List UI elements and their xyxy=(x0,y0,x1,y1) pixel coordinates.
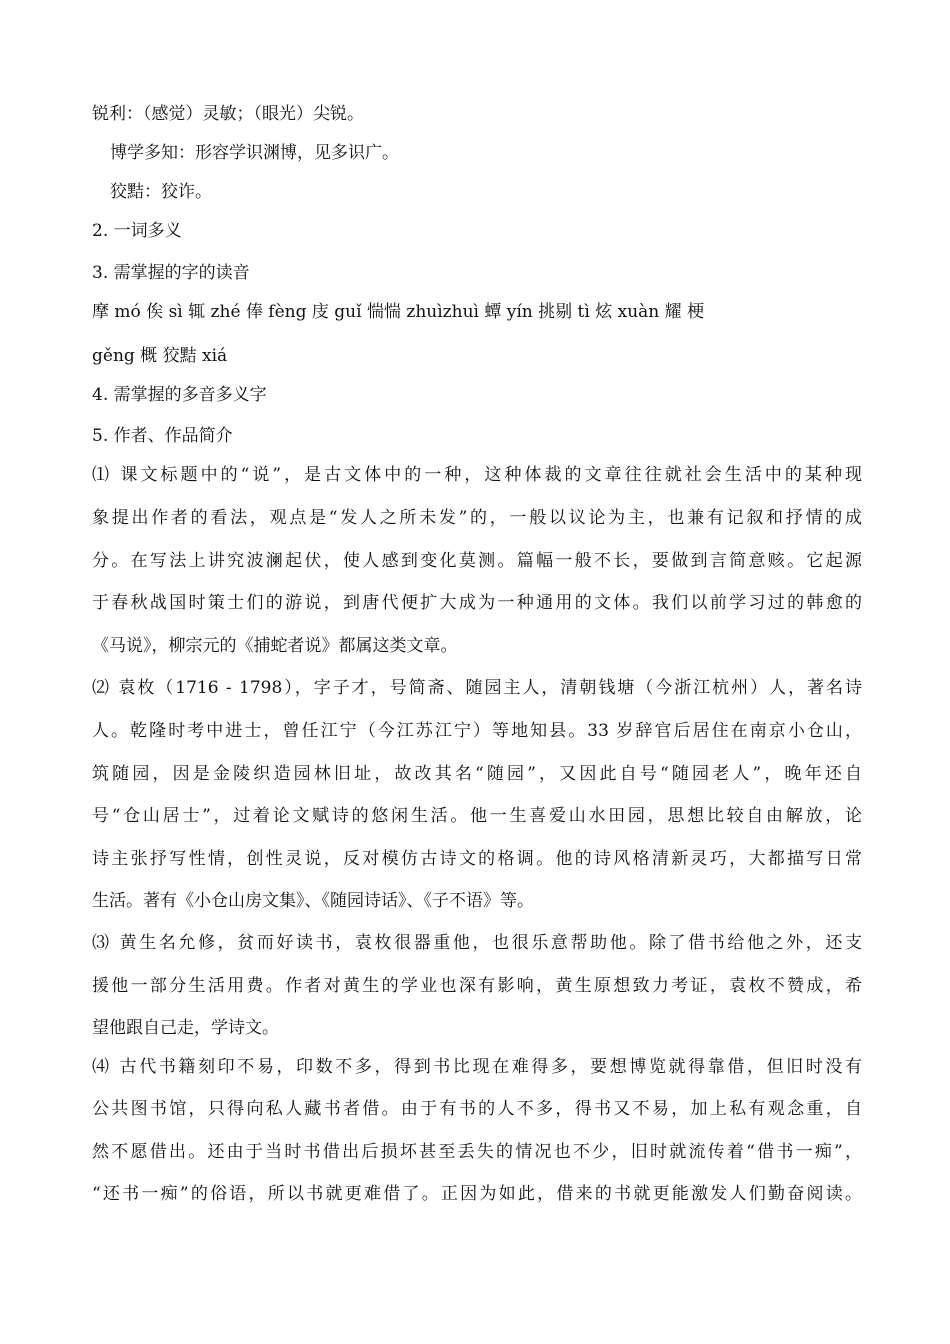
para2-line4: 号“仓山居士”，过着论文赋诗的悠闲生活。他一生喜爱山水田园，思想比较自由解放，论 xyxy=(92,806,862,826)
para1-line5: 《马说》，柳宗元的《捕蛇者说》都属这类文章。 xyxy=(92,636,458,656)
para1-line3: 分。在写法上讲究波澜起伏，使人感到变化莫测。篇幅一般不长，要做到言简意赅。它起源 xyxy=(92,551,862,571)
para1-line2: 象提出作者的看法，观点是“发人之所未发”的，一般以议论为主，也兼有记叙和抒情的成 xyxy=(92,508,862,528)
definition-boxue: 博学多知：形容学识渊博，见多识广。 xyxy=(110,143,399,163)
para4-line3: 然不愿借出。还由于当时书借出后损坏甚至丢失的情况也不少，旧时就流传着“借书一痴”， xyxy=(92,1142,862,1162)
pronunciation-list: 摩 mó 俟 sì 辄 zhé 俸 fèng 庋 guǐ 惴惴 zhuìzhuì 蟫 yín 挑剔 tì 炫 xuàn 耀 梗 xyxy=(92,302,705,322)
para2-line2: 人。乾隆时考中进士，曾任江宁（今江苏江宁）等地知县。33 岁辞官后居住在南京小仓山， xyxy=(92,721,862,741)
para3-line1: ⑶ 黄生名允修，贫而好读书，袁枚很器重他，也很乐意帮助他。除了借书给他之外，还支 xyxy=(92,933,862,953)
heading-polysemy: 2. 一词多义 xyxy=(92,221,182,241)
para1-line4: 于春秋战国时策士们的游说，到唐代便扩大成为一种通用的文体。我们以前学习过的韩愈的 xyxy=(92,593,862,613)
heading-pronunciation: 3. 需掌握的字的读音 xyxy=(92,263,250,283)
heading-author-intro: 5. 作者、作品简介 xyxy=(92,426,233,446)
pronunciation-list-cont: gěng 概 狡黠 xiá xyxy=(92,346,228,366)
para3-line3: 望他跟自己走，学诗文。 xyxy=(92,1018,279,1038)
para2-line5: 诗主张抒写性情，创性灵说，反对模仿古诗文的格调。他的诗风格清新灵巧，大都描写日常 xyxy=(92,849,862,869)
definition-jiaoxia: 狡黠：狡诈。 xyxy=(110,182,212,202)
heading-polyphonic: 4. 需掌握的多音多义字 xyxy=(92,385,267,405)
para1-line1: ⑴ 课文标题中的“说”，是古文体中的一种，这种体裁的文章往往就社会生活中的某种现 xyxy=(92,465,862,485)
para4-line4: “还书一痴”的俗语，所以书就更难借了。正因为如此，借来的书就更能激发人们勤奋阅读。 xyxy=(92,1184,862,1204)
para2-line1: ⑵ 袁枚（1716 - 1798），字子才，号简斋、随园主人，清朝钱塘（今浙江杭州）人，著名诗 xyxy=(92,678,862,698)
para4-line2: 公共图书馆，只得向私人藏书者借。由于有书的人不多，得书又不易，加上私有观念重，自 xyxy=(92,1099,862,1119)
para2-line3: 筑随园，因是金陵织造园林旧址，故改其名“随园”，又因此自号“随园老人”，晚年还自 xyxy=(92,764,862,784)
para4-line1: ⑷ 古代书籍刻印不易，印数不多，得到书比现在难得多，要想博览就得靠借，但旧时没有 xyxy=(92,1057,862,1077)
definition-ruili: 锐利：（感觉）灵敏；（眼光）尖锐。 xyxy=(92,104,364,124)
para2-line6: 生活。著有《小仓山房文集》、《随园诗话》、《子不语》等。 xyxy=(92,891,534,911)
para3-line2: 援他一部分生活用费。作者对黄生的学业也深有影响，黄生原想致力考证，袁枚不赞成，希 xyxy=(92,976,862,996)
